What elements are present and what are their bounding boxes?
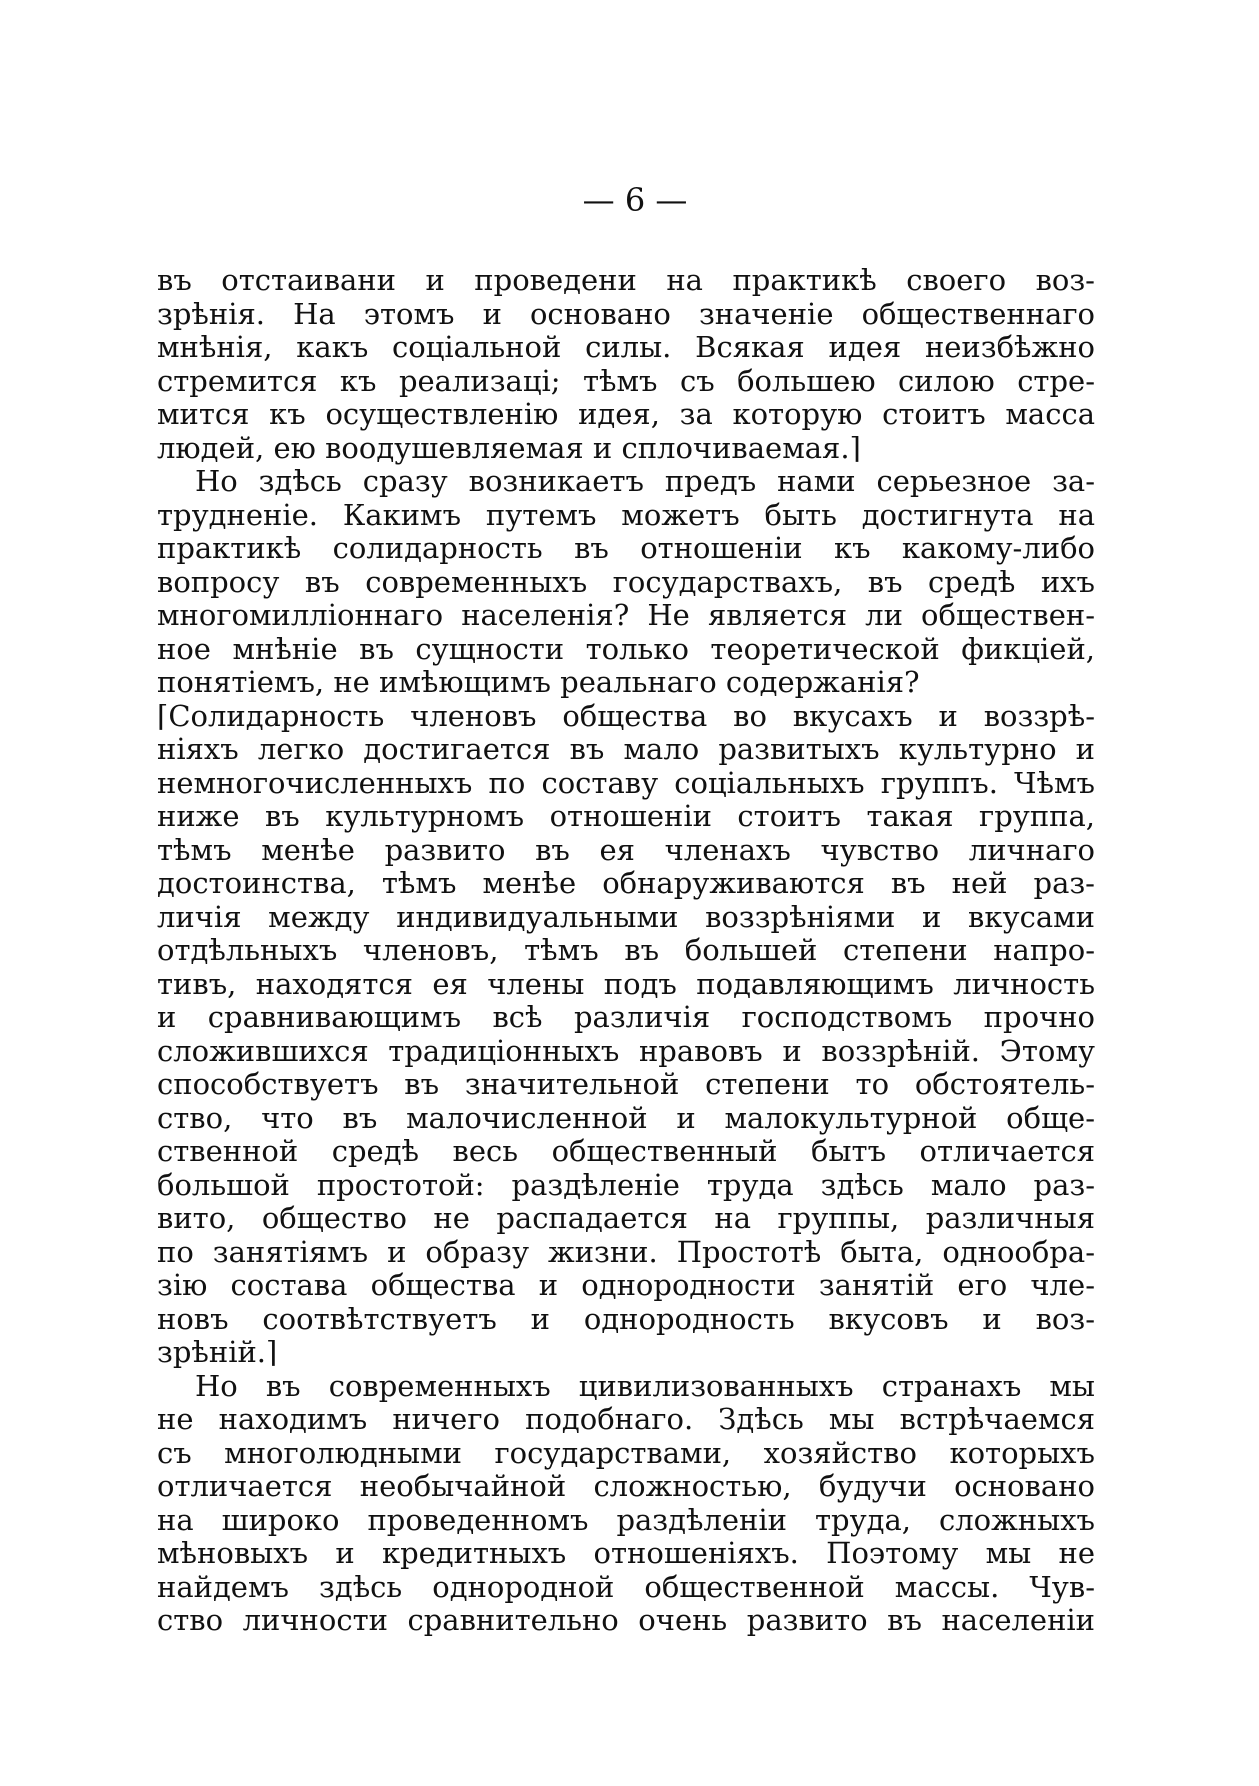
text-line: ственной средѣ весь общественный бытъ отличается [157, 1135, 1095, 1168]
text-line: и сравнивающимъ всѣ различія господствомъ прочно [157, 1001, 1095, 1034]
text-line: съ многолюдными государствами, хозяйство которыхъ [157, 1436, 1095, 1470]
body-text [157, 264, 1095, 1638]
text-line: на широко проведенномъ раздѣленіи труда, сложныхъ [157, 1503, 1095, 1537]
text-line: отдѣльныхъ членовъ, тѣмъ въ большей степени напро- [157, 934, 1095, 967]
text-line: достоинства, тѣмъ менѣе обнаруживаются въ ней раз- [157, 867, 1095, 900]
text-line: людей, ею воодушевляемая и сплочиваемая.⌉ [157, 431, 861, 465]
text-line: ство личности сравнительно очень развито въ населеніи [157, 1604, 1095, 1637]
text-line: тѣмъ менѣе развито въ ея членахъ чувство личнаго [157, 833, 1095, 867]
text-line: зію состава общества и однородности занятій его чле- [157, 1269, 1095, 1302]
text-line: зрѣній.⌉ [157, 1336, 278, 1369]
text-line: мнѣнія, какъ соціальной силы. Всякая идея неизбѣжно [157, 331, 1095, 364]
text-line: по занятіямъ и образу жизни. Простотѣ быта, однообра- [157, 1235, 1095, 1269]
text-line: немногочисленныхъ по составу соціальныхъ группъ. Чѣмъ [157, 766, 1095, 800]
text-line: мится къ осуществленію идея, за которую стоитъ масса [157, 398, 1095, 431]
text-line: тивъ, находятся ея члены подъ подавляющимъ личность [157, 967, 1095, 1001]
text-line: большой простотой: раздѣленіе труда здѣсь мало раз- [157, 1168, 1095, 1202]
text-line: ство, что въ малочисленной и малокультурной обще- [157, 1101, 1095, 1135]
paragraph-4 [157, 1370, 1095, 1638]
text-line: сложившихся традиціонныхъ нравовъ и воззрѣній. Этому [157, 1034, 1095, 1068]
text-line: практикѣ солидарность въ отношеніи къ какому-либо [157, 532, 1095, 565]
text-line: Но въ современныхъ цивилизованныхъ странахъ мы [195, 1369, 1095, 1403]
text-line: зрѣнія. На этомъ и основано значеніе общественнаго [157, 297, 1095, 331]
text-line: не находимъ ничего подобнаго. Здѣсь мы встрѣчаемся [157, 1403, 1095, 1436]
text-line: отличается необычайной сложностью, будучи основано [157, 1470, 1095, 1503]
text-line: мѣновыхъ и кредитныхъ отношеніяхъ. Поэтому мы не [157, 1537, 1095, 1570]
text-line: вопросу въ современныхъ государствахъ, въ средѣ ихъ [157, 565, 1095, 599]
text-line: вито, общество не распадается на группы, различныя [157, 1202, 1095, 1235]
text-line: найдемъ здѣсь однородной общественной массы. Чув- [157, 1570, 1095, 1604]
text-line: ниже въ культурномъ отношеніи стоитъ такая группа, [157, 800, 1095, 833]
text-line: ніяхъ легко достигается въ мало развитыхъ культурно и [157, 733, 1095, 766]
text-line: Но здѣсь сразу возникаетъ предъ нами серьезное за- [195, 465, 1095, 498]
paragraph-2 [157, 465, 1095, 700]
page-number: — 6 — [582, 181, 688, 219]
text-line: личія между индивидуальными воззрѣніями и вкусами [157, 900, 1095, 934]
text-line: многомилліоннаго населенія? Не является ли обществен- [157, 599, 1095, 632]
paragraph-3 [157, 700, 1095, 1370]
text-line: въ отстаивани и проведени на практикѣ своего воз- [157, 264, 1095, 297]
text-line: ⌈Солидарность членовъ общества во вкусахъ и воззрѣ- [157, 699, 1095, 733]
text-line: новъ соотвѣтствуетъ и однородность вкусовъ и воз- [157, 1302, 1095, 1336]
text-line: понятіемъ, не имѣющимъ реальнаго содержанія? [157, 666, 920, 699]
text-line: способствуетъ въ значительной степени то обстоятель- [157, 1068, 1095, 1101]
text-line: стремится къ реализаці; тѣмъ съ большею силою стре- [157, 364, 1095, 398]
paragraph-1 [157, 264, 1095, 465]
text-line: ное мнѣніе въ сущности только теоретической фикціей, [157, 632, 1095, 666]
text-line: трудненіе. Какимъ путемъ можетъ быть достигнута на [157, 498, 1095, 532]
